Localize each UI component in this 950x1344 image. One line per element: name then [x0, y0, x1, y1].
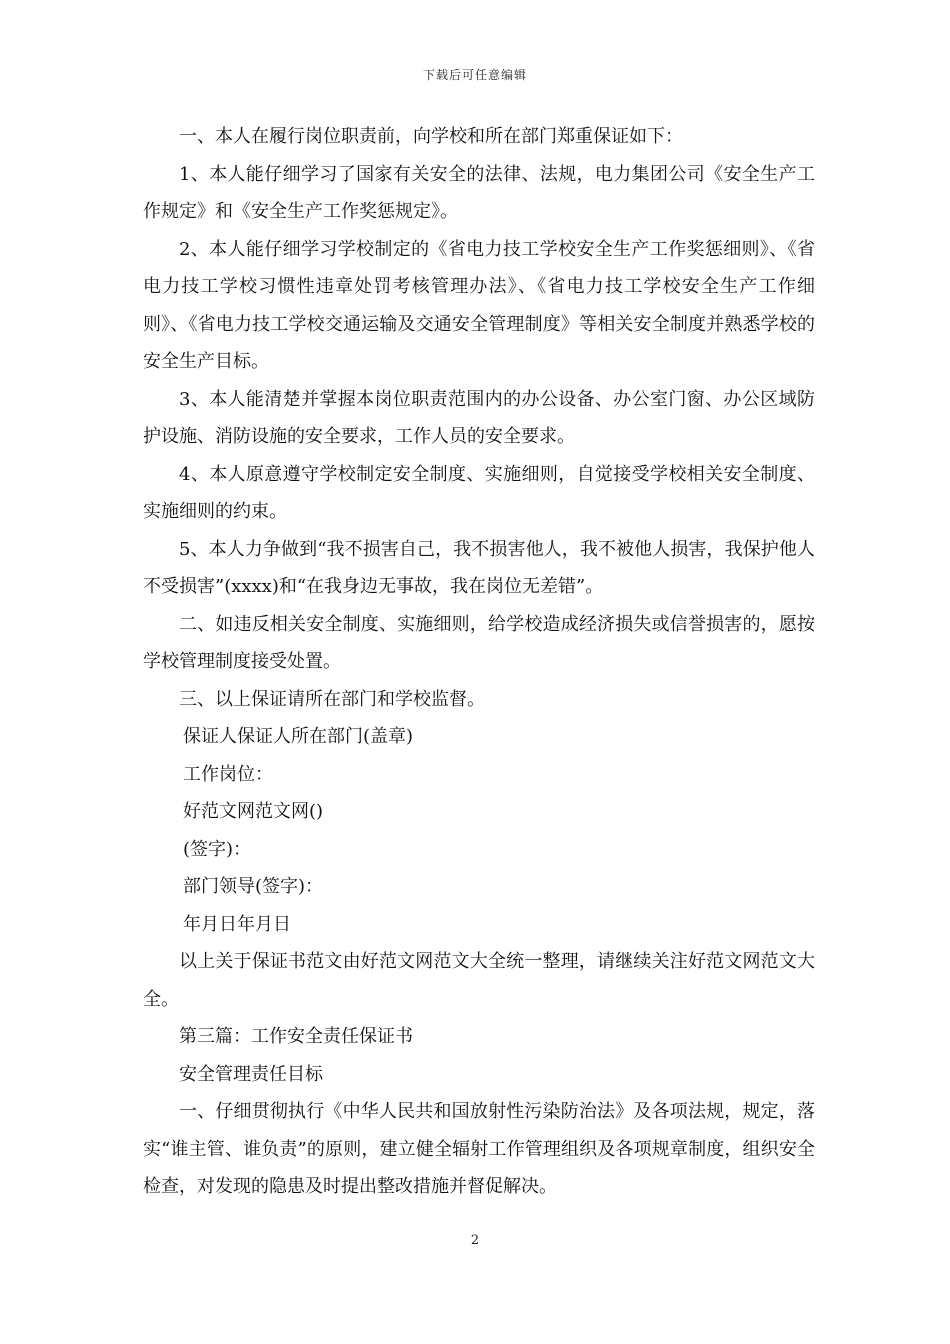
guarantor-line: 保证人保证人所在部门(盖章)	[183, 726, 414, 747]
closing-note: 以上关于保证书范文由好范文网范文大全统一整理，请继续关注好范文网范文大全。	[143, 951, 815, 1010]
paragraph-pledge-intro: 一、本人在履行岗位职责前，向学校和所在部门郑重保证如下：	[179, 126, 683, 147]
page-header: 下载后可任意编辑	[422, 68, 527, 82]
paragraph-item-5: 5、本人力争做到“我不损害自己，我不损害他人，我不被他人损害，我保护他人不受损害”(xxxx)和“在我身边无事故，我在岗位无差错”。	[143, 538, 815, 597]
paragraph-item-4: 4、本人原意遵守学校制定安全制度、实施细则，自觉接受学校相关安全制度、实施细则的约束。	[143, 463, 815, 522]
document-body	[143, 118, 815, 1206]
date-line: 年月日年月日	[183, 913, 291, 935]
section-title: 第三篇：工作安全责任保证书	[179, 1026, 413, 1047]
position-line: 工作岗位：	[183, 763, 273, 785]
section-subtitle: 安全管理责任目标	[179, 1063, 323, 1085]
paragraph-supervision: 三、以上保证请所在部门和学校监督。	[179, 688, 485, 710]
signed-line: (签字)：	[183, 838, 252, 860]
paragraph-item-1: 1、本人能仔细学习了国家有关安全的法律、法规，电力集团公司《安全生产工作规定》和《安全生产工作奖惩规定》。	[143, 163, 815, 222]
page-number: 2	[470, 1233, 480, 1248]
paragraph-item-3: 3、本人能清楚并掌握本岗位职责范围内的办公设备、办公室门窗、办公区域防护设施、消防设施的安全要求，工作人员的安全要求。	[143, 388, 815, 447]
site-line: 好范文网范文网()	[183, 801, 324, 822]
leader-signature-line: 部门领导(签字)：	[183, 876, 324, 897]
paragraph-violation: 二、如违反相关安全制度、实施细则，给学校造成经济损失或信誉损害的，愿按学校管理制度接受处置。	[143, 613, 815, 672]
paragraph-item-2: 2、本人能仔细学习学校制定的《省电力技工学校安全生产工作奖惩细则》、《省电力技工学校习惯性违章处罚考核管理办法》、《省电力技工学校安全生产工作细则》、《省电力技工学校交通运输及交通安全管理制度》等相关安全制度并熟悉学校的安全生产目标。	[143, 238, 815, 372]
responsibility-item-1: 一、仔细贯彻执行《中华人民共和国放射性污染防治法》及各项法规，规定，落实“谁主管、谁负责”的原则，建立健全辐射工作管理组织及各项规章制度，组织安全检查，对发现的隐患及时提出整改措施并督促解决。	[143, 1101, 815, 1197]
